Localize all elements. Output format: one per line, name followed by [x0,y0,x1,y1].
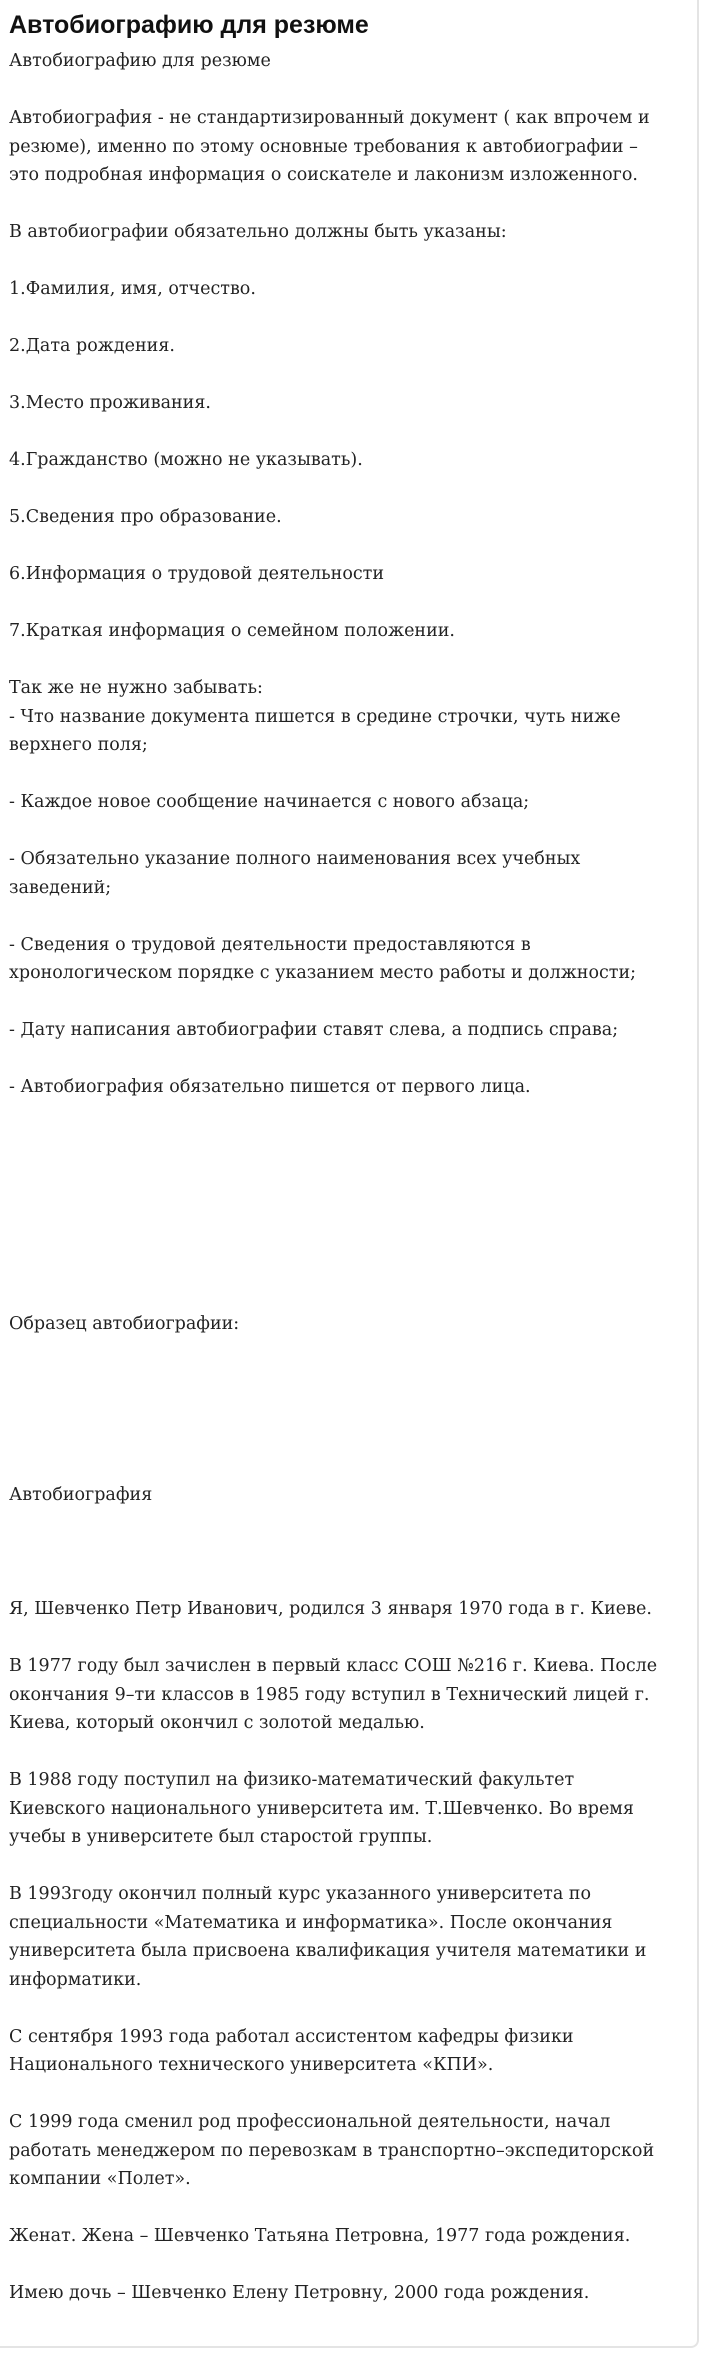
intro-paragraph: - Обязательно указание полного наименования всех учебных заведений; [9,849,581,898]
sample-text [9,1595,694,2308]
sample-paragraph: В 1977 году был зачислен в первый класс СОШ №216 г. Киева. После окончания 9–ти классов в 1985 году вступил в Технический лицей г. Киева, который окончил с золотой медалью. [9,1656,658,1733]
intro-paragraph: Автобиография - не стандартизированный документ ( как впрочем и резюме), именно по этому основные требования к автобиографии – это подробная информация о соискателе и лаконизм изложенного. [9,108,650,185]
list-item: 1.Фамилия, имя, отчество. [9,279,256,299]
sample-heading: Образец автобиографии: [9,1314,240,1334]
intro-paragraph: В автобиографии обязательно должны быть указаны: [9,222,507,242]
sample-title: Автобиография [9,1485,153,1505]
sample-paragraph: В 1988 году поступил на физико-математический факультет Киевского национального университета им. Т.Шевченко. Во время учебы в университете был старостой группы. [9,1770,634,1847]
list-item: 3.Место проживания. [9,393,211,413]
intro-paragraph: - Автобиография обязательно пишется от первого лица. [9,1077,531,1097]
list-item: 5.Сведения про образование. [9,507,282,527]
intro-paragraph: - Сведения о трудовой деятельности предоставляются в хронологическом порядке с указанием место работы и должности; [9,934,637,983]
list-item: 2.Дата рождения. [9,336,175,356]
sample-paragraph: Имею дочь – Шевченко Елену Петровну, 2000 года рождения. [9,2283,590,2303]
sample-paragraph: Женат. Жена – Шевченко Татьяна Петровна, 1977 года рождения. [9,2226,631,2246]
sample-paragraph: В 1993году окончил полный курс указанного университета по специальности «Математика и информатика». После окончания университета была присвоена квалификация учителя математики и информатики. [9,1884,647,1990]
intro-paragraph: - Дату написания автобиографии ставят слева, а подпись справа; [9,1020,619,1040]
list-item: 4.Гражданство (можно не указывать). [9,450,363,470]
article-title: Автобиографию для резюме [9,11,369,39]
sample-paragraph: С сентября 1993 года работал ассистентом кафедры физики Национального технического университета «КПИ». [9,2026,574,2075]
list-item: 6.Информация о трудовой деятельности [9,564,385,584]
intro-paragraph: Автобиографию для резюме [9,51,271,71]
sample-paragraph: Я, Шевченко Петр Иванович, родился 3 января 1970 года в г. Киеве. [9,1599,652,1619]
intro-paragraph: - Каждое новое сообщение начинается с нового абзаца; [9,792,530,812]
sample-paragraph: С 1999 года сменил род профессиональной деятельности, начал работать менеджером по перевозкам в транспортно–экспедиторской компании «Полет». [9,2112,655,2189]
list-item: 7.Краткая информация о семейном положении. [9,621,455,641]
intro-text [9,47,694,1102]
intro-paragraph: Так же не нужно забывать: - Что название документа пишется в средине строчки, чуть ниже верхнего поля; [9,678,621,755]
